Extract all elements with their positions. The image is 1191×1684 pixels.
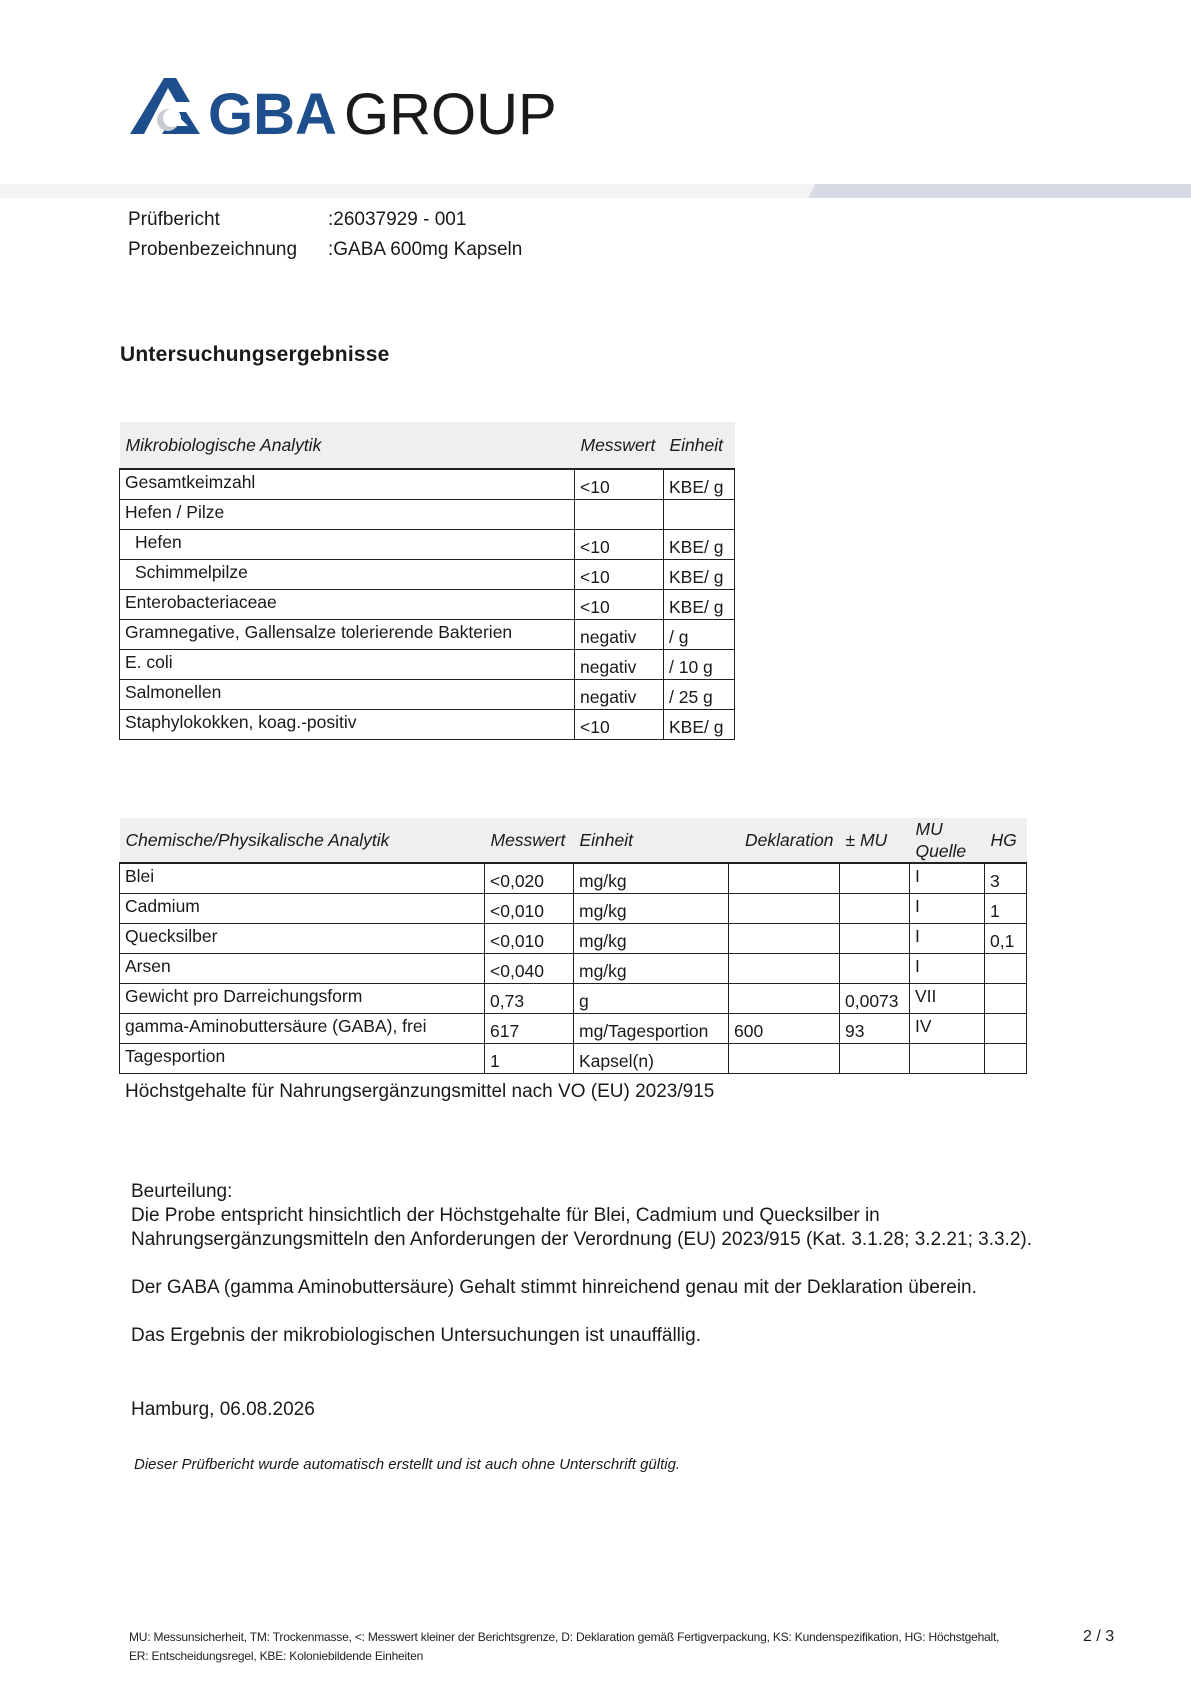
- measured-value: 617: [485, 1014, 574, 1044]
- declaration: [729, 924, 840, 954]
- mu-value: 93: [840, 1014, 910, 1044]
- table-row: [120, 894, 1027, 924]
- max-content: 0,1: [985, 924, 1027, 954]
- table-row: [120, 1014, 1027, 1044]
- assessment-paragraph-2: Der GABA (gamma Aminobuttersäure) Gehalt stimmt hinreichend genau mit der Deklaration überein.: [131, 1277, 977, 1298]
- measured-value: <0,040: [485, 954, 574, 984]
- report-number-label: Prüfbericht: [128, 209, 220, 230]
- table-row: [120, 984, 1027, 1014]
- mu-source: I: [910, 863, 985, 894]
- unit: mg/Tagesportion: [574, 1014, 729, 1044]
- column-header: Einheit: [574, 818, 729, 863]
- unit: mg/kg: [574, 924, 729, 954]
- report-number-value: :26037929 - 001: [328, 209, 467, 230]
- column-header: Chemische/Physikalische Analytik: [120, 818, 485, 863]
- measured-value: <10: [575, 469, 664, 500]
- unit: mg/kg: [574, 954, 729, 984]
- analyte-name: Gesamtkeimzahl: [120, 469, 575, 500]
- analyte-name: Gramnegative, Gallensalze tolerierende Bakterien: [120, 620, 575, 650]
- footer-legend-line-2: ER: Entscheidungsregel, KBE: Koloniebildende Einheiten: [129, 1649, 424, 1663]
- table-row: [120, 560, 735, 590]
- declaration: 600: [729, 1014, 840, 1044]
- max-content: [985, 1014, 1027, 1044]
- table-header-row: [120, 818, 1027, 863]
- analyte-name: Blei: [120, 863, 485, 894]
- footer-legend: [129, 1628, 999, 1666]
- analyte-name: Arsen: [120, 954, 485, 984]
- unit: / 10 g: [664, 650, 735, 680]
- analyte-name: E. coli: [120, 650, 575, 680]
- declaration: [729, 1044, 840, 1074]
- mu-value: 0,0073: [840, 984, 910, 1014]
- analyte-name: gamma-Aminobuttersäure (GABA), frei: [120, 1014, 485, 1044]
- measured-value: <0,020: [485, 863, 574, 894]
- measured-value: <10: [575, 530, 664, 560]
- table-row: [120, 620, 735, 650]
- max-content: [985, 954, 1027, 984]
- footer-legend-line-1: MU: Messunsicherheit, TM: Trockenmasse, <: Messwert kleiner der Berichtsgrenze, D: Deklaration gemäß Fertigverpackung, KS: Kundenspezifikation, HG: Höchstgehalt,: [129, 1630, 1000, 1644]
- analyte-name: Staphylokokken, koag.-positiv: [120, 710, 575, 740]
- analyte-name: Tagesportion: [120, 1044, 485, 1074]
- analyte-name: Hefen: [120, 530, 575, 560]
- column-header: Deklaration: [729, 818, 840, 863]
- mu-source: [910, 1044, 985, 1074]
- mu-source: I: [910, 924, 985, 954]
- max-content: [985, 984, 1027, 1014]
- unit: KBE/ g: [664, 560, 735, 590]
- place-and-date: Hamburg, 06.08.2026: [131, 1399, 315, 1420]
- table-row: [120, 650, 735, 680]
- analyte-name: Schimmelpilze: [120, 560, 575, 590]
- max-content-note: Höchstgehalte für Nahrungsergänzungsmittel nach VO (EU) 2023/915: [125, 1081, 715, 1102]
- column-header: ± MU: [840, 818, 910, 863]
- microbiology-table: [119, 422, 735, 740]
- table-row: [120, 530, 735, 560]
- table-row: [120, 1044, 1027, 1074]
- declaration: [729, 954, 840, 984]
- analyte-name: Cadmium: [120, 894, 485, 924]
- unit: KBE/ g: [664, 469, 735, 500]
- table-row: [120, 590, 735, 620]
- measured-value: [575, 500, 664, 530]
- max-content: 3: [985, 863, 1027, 894]
- assessment-title: Beurteilung:: [131, 1181, 233, 1202]
- table-row: [120, 680, 735, 710]
- table-row: [120, 469, 735, 500]
- column-header: Messwert: [575, 422, 664, 469]
- mu-value: [840, 954, 910, 984]
- unit: mg/kg: [574, 863, 729, 894]
- chemistry-table: [119, 818, 1027, 1074]
- table-header-row: [120, 422, 735, 469]
- column-header: HG: [985, 818, 1027, 863]
- measured-value: <10: [575, 590, 664, 620]
- column-header: Messwert: [485, 818, 574, 863]
- measured-value: 1: [485, 1044, 574, 1074]
- measured-value: negativ: [575, 650, 664, 680]
- declaration: [729, 984, 840, 1014]
- unit: g: [574, 984, 729, 1014]
- table-row: [120, 954, 1027, 984]
- mu-source: VII: [910, 984, 985, 1014]
- sample-name-value: :GABA 600mg Kapseln: [328, 239, 523, 260]
- unit: [664, 500, 735, 530]
- analyte-name: Salmonellen: [120, 680, 575, 710]
- analyte-name: Gewicht pro Darreichungsform: [120, 984, 485, 1014]
- measured-value: <0,010: [485, 924, 574, 954]
- column-header: MU Quelle: [910, 818, 985, 863]
- gba-group-logo: [130, 72, 560, 147]
- measured-value: <0,010: [485, 894, 574, 924]
- unit: KBE/ g: [664, 710, 735, 740]
- measured-value: negativ: [575, 620, 664, 650]
- declaration: [729, 863, 840, 894]
- analyte-name: Enterobacteriaceae: [120, 590, 575, 620]
- table-row: [120, 863, 1027, 894]
- mu-source: I: [910, 954, 985, 984]
- max-content: [985, 1044, 1027, 1074]
- section-title: Untersuchungsergebnisse: [120, 343, 390, 366]
- sample-name-label: Probenbezeichnung: [128, 239, 298, 260]
- unit: mg/kg: [574, 894, 729, 924]
- logo-text-gba: GBA: [208, 82, 337, 147]
- assessment-paragraph-1-line-2: Nahrungsergänzungsmitteln den Anforderungen der Verordnung (EU) 2023/915 (Kat. 3.1.28; 3.2.21; 3.3.2).: [131, 1229, 1032, 1250]
- max-content: 1: [985, 894, 1027, 924]
- measured-value: <10: [575, 560, 664, 590]
- assessment-paragraph-1-line-1: Die Probe entspricht hinsichtlich der Höchstgehalte für Blei, Cadmium und Quecksilber in: [131, 1205, 880, 1226]
- table-row: [120, 500, 735, 530]
- mu-value: [840, 894, 910, 924]
- measured-value: negativ: [575, 680, 664, 710]
- analyte-name: Hefen / Pilze: [120, 500, 575, 530]
- mu-value: [840, 863, 910, 894]
- header-band: [0, 184, 1191, 198]
- mu-value: [840, 1044, 910, 1074]
- table-row: [120, 924, 1027, 954]
- unit: / 25 g: [664, 680, 735, 710]
- unit: KBE/ g: [664, 590, 735, 620]
- measured-value: <10: [575, 710, 664, 740]
- unit: KBE/ g: [664, 530, 735, 560]
- unit: / g: [664, 620, 735, 650]
- column-header: Mikrobiologische Analytik: [120, 422, 575, 469]
- mu-source: IV: [910, 1014, 985, 1044]
- auto-generated-note: Dieser Prüfbericht wurde automatisch erstellt und ist auch ohne Unterschrift gültig.: [134, 1456, 681, 1473]
- measured-value: 0,73: [485, 984, 574, 1014]
- unit: Kapsel(n): [574, 1044, 729, 1074]
- assessment-paragraph-3: Das Ergebnis der mikrobiologischen Untersuchungen ist unauffällig.: [131, 1325, 701, 1346]
- declaration: [729, 894, 840, 924]
- page-number: 2 / 3: [1083, 1628, 1115, 1645]
- column-header: Einheit: [664, 422, 735, 469]
- logo-text-group: GROUP: [344, 82, 557, 147]
- analyte-name: Quecksilber: [120, 924, 485, 954]
- table-row: [120, 710, 735, 740]
- mu-value: [840, 924, 910, 954]
- mu-source: I: [910, 894, 985, 924]
